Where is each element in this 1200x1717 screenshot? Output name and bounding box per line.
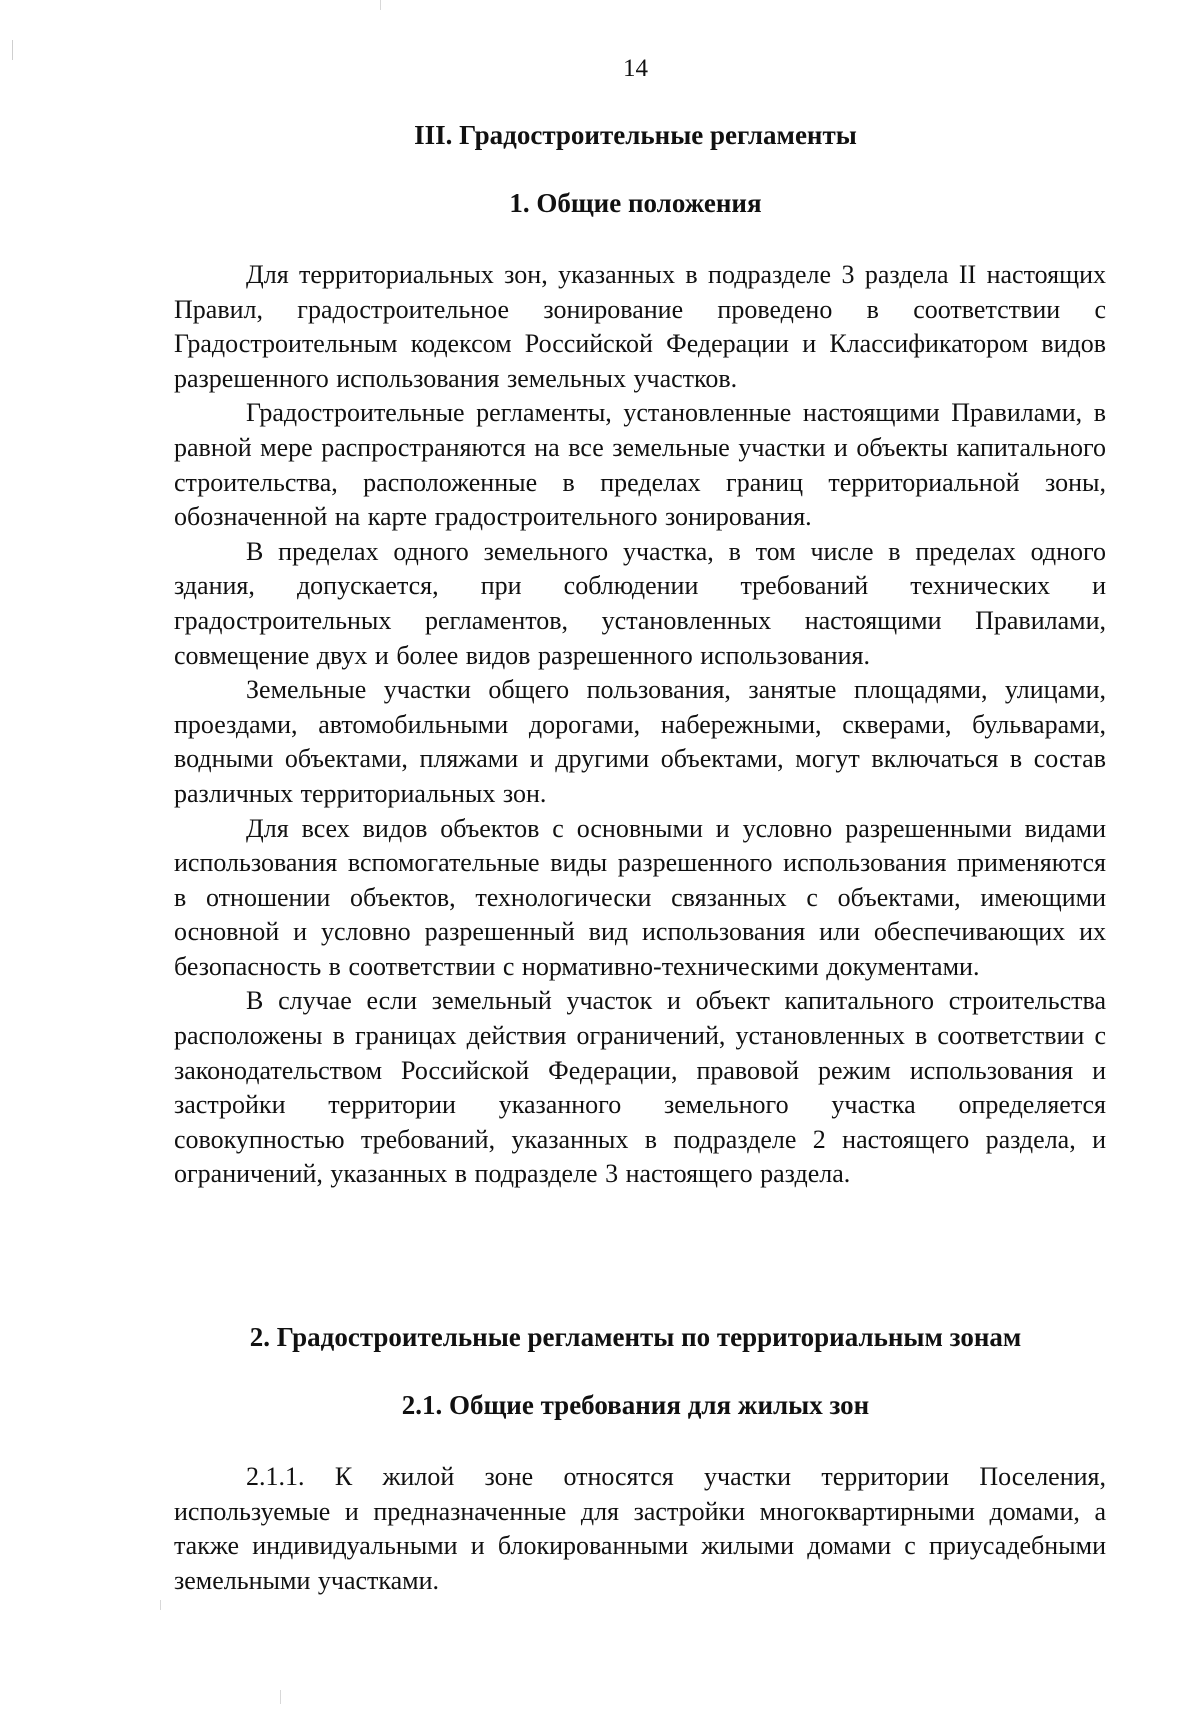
scan-artifact [280, 1690, 281, 1704]
paragraph: 2.1.1. К жилой зоне относятся участки территории Поселения, используемые и предназначенные для застройки многоквартирными домами, а также индивидуальными и блокированными жилыми домами с приусадебными земельными участками. [174, 1462, 1106, 1595]
residential-zone-body [174, 1460, 1106, 1598]
general-provisions-body [174, 258, 1106, 1192]
scan-artifact [160, 1600, 161, 1610]
scan-artifact [380, 0, 381, 10]
section-heading: III. Градостроительные регламенты [414, 120, 857, 150]
page-number: 14 [623, 55, 648, 82]
paragraph: Градостроительные регламенты, установленные настоящими Правилами, в равной мере распространяются на все земельные участки и объекты капитального строительства, расположенные в пределах границ территориальной зоны, обозначенной на карте градостроительного зонирования. [174, 398, 1106, 532]
paragraph: Для всех видов объектов с основными и условно разрешенными видами использования вспомогательные виды разрешенного использования применяются в отношении объектов, технологически связанных с объектами, имеющими основной и условно разрешенный вид использования или обеспечивающих их безопасность в соответствии с нормативно-техническими документами. [174, 813, 1106, 981]
paragraph: В пределах одного земельного участка, в том числе в пределах одного здания, допускается, при соблюдении требований технических и градостроительных регламентов, установленных настоящими Правилами, совмещение двух и более видов разрешенного использования. [174, 536, 1106, 670]
subsection-heading-general-provisions: 1. Общие положения [509, 188, 762, 218]
paragraph: В случае если земельный участок и объект капитального строительства расположены в границах действия ограничений, установленных в соответствии с законодательством Российской Федерации, правовой режим использования и застройки территории указанного земельного участка определяется совокупностью требований, указанных в подразделе 2 настоящего раздела, и ограничений, указанных в подразделе 3 настоящего раздела. [174, 986, 1106, 1189]
paragraph: Для территориальных зон, указанных в подразделе 3 раздела II настоящих Правил, градостроительное зонирование проведено в соответствии с Градостроительным кодексом Российской Федерации и Классификатором видов разрешенного использования земельных участков. [174, 260, 1106, 393]
paragraph: Земельные участки общего пользования, занятые площадями, улицами, проездами, автомобильными дорогами, набережными, скверами, бульварами, водными объектами, пляжами и другими объектами, могут включаться в состав различных территориальных зон. [174, 675, 1106, 808]
subsection-heading-zone-regulations: 2. Градостроительные регламенты по территориальным зонам [249, 1322, 1022, 1352]
subsection-heading-residential-requirements: 2.1. Общие требования для жилых зон [401, 1390, 870, 1420]
